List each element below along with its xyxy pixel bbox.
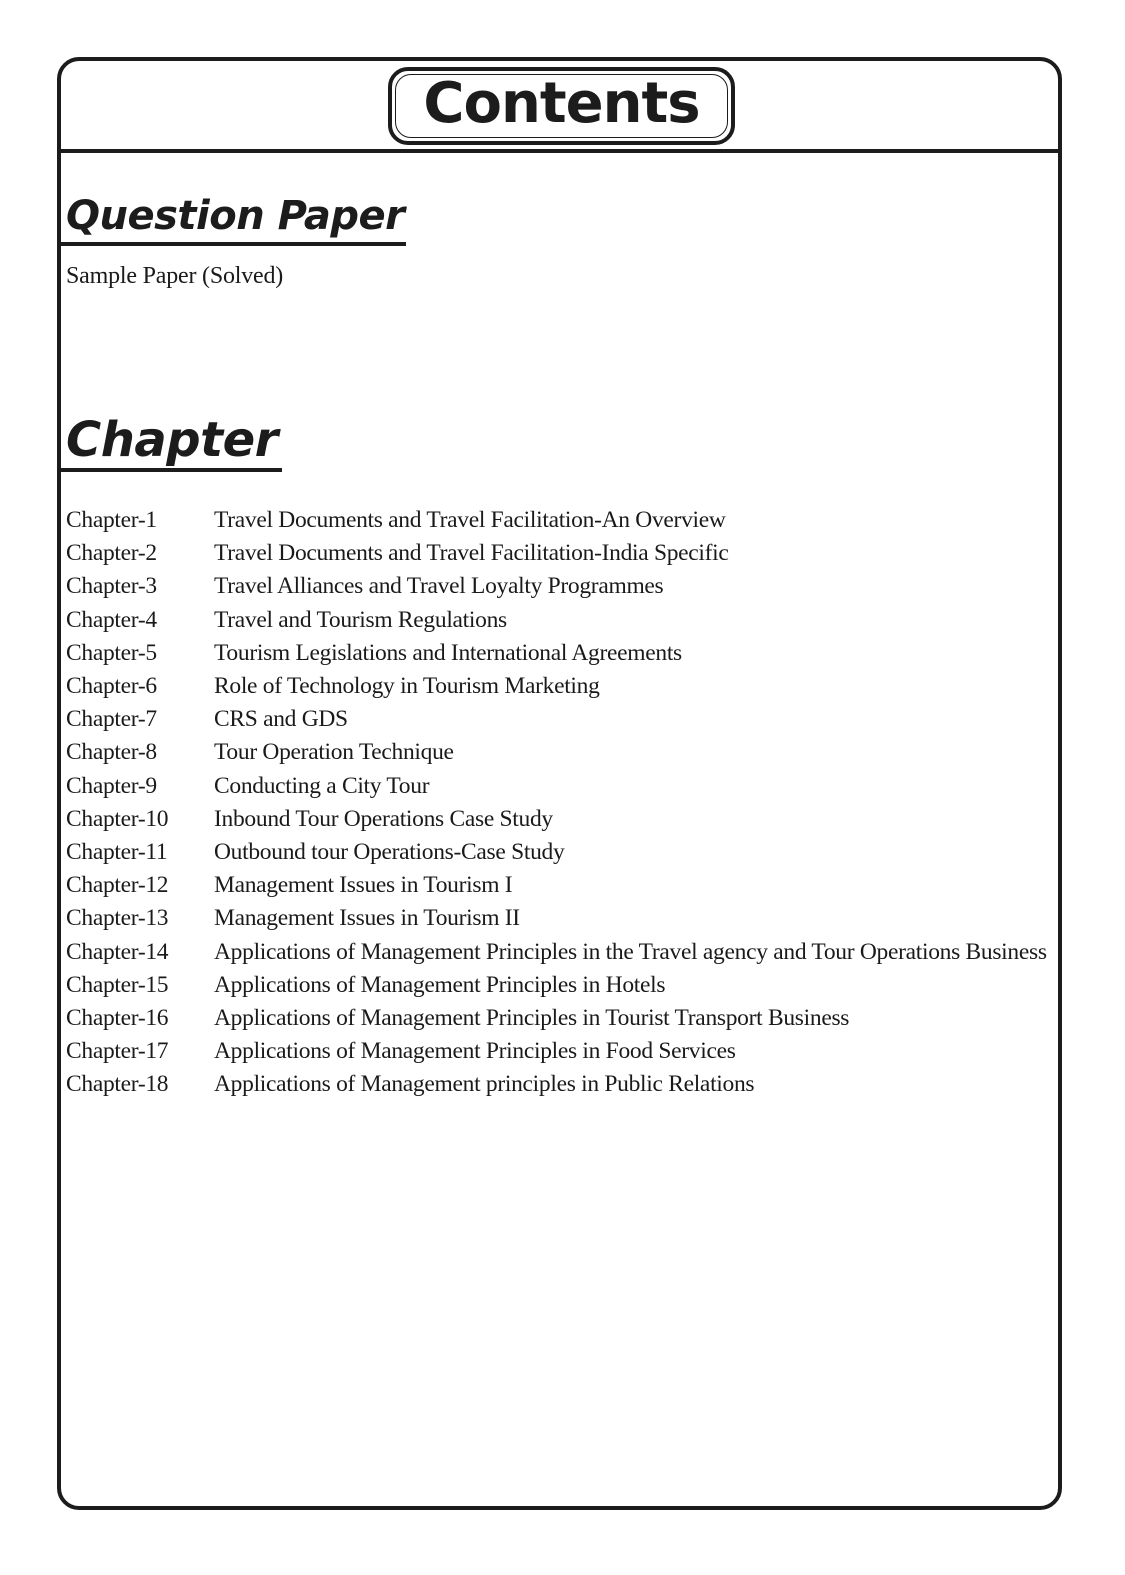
header-divider [59, 149, 1060, 153]
chapter-number: Chapter-5 [66, 639, 157, 666]
chapter-title: Role of Technology in Tourism Marketing [214, 673, 600, 700]
chapter-row[interactable] [66, 1002, 1056, 1035]
chapter-title: Travel Alliances and Travel Loyalty Programmes [214, 573, 664, 600]
chapter-underline [61, 468, 282, 472]
page-title: Contents [423, 71, 700, 136]
chapter-row[interactable] [66, 803, 1056, 836]
chapter-title: Applications of Management Principles in Hotels [214, 971, 666, 998]
chapter-number: Chapter-15 [66, 971, 169, 998]
title-box [388, 67, 735, 145]
chapter-title: Management Issues in Tourism I [214, 872, 513, 899]
chapter-row[interactable] [66, 902, 1056, 935]
chapter-title: Applications of Management Principles in Food Services [214, 1038, 736, 1065]
chapter-title: Applications of Management principles in Public Relations [214, 1071, 755, 1098]
chapter-row[interactable] [66, 736, 1056, 769]
chapter-row[interactable] [66, 537, 1056, 570]
chapter-number: Chapter-17 [66, 1038, 169, 1065]
chapter-title: Outbound tour Operations-Case Study [214, 839, 565, 866]
chapter-number: Chapter-10 [66, 805, 169, 832]
chapter-row[interactable] [66, 1068, 1056, 1101]
chapter-title: Inbound Tour Operations Case Study [214, 805, 553, 832]
chapter-number: Chapter-2 [66, 540, 157, 567]
chapter-title: Travel and Tourism Regulations [214, 606, 507, 633]
chapter-number: Chapter-12 [66, 872, 169, 899]
chapter-number: Chapter-16 [66, 1005, 169, 1032]
chapter-number: Chapter-7 [66, 706, 157, 733]
chapter-number: Chapter-6 [66, 673, 157, 700]
chapter-title: CRS and GDS [214, 706, 348, 733]
chapter-number: Chapter-18 [66, 1071, 169, 1098]
chapter-number: Chapter-9 [66, 772, 157, 799]
chapter-title: Applications of Management Principles in the Travel agency and Tour Operations Business [214, 938, 1047, 965]
chapter-title: Travel Documents and Travel Facilitation-An Overview [214, 507, 726, 533]
chapter-title: Management Issues in Tourism II [214, 905, 520, 932]
question-paper-heading: Question Paper [66, 193, 405, 239]
chapter-list [66, 504, 1056, 1102]
chapter-title: Conducting a City Tour [214, 772, 430, 799]
question-paper-item[interactable]: Sample Paper (Solved) [66, 263, 284, 289]
chapter-row[interactable] [66, 869, 1056, 902]
chapter-number: Chapter-11 [66, 839, 168, 866]
chapter-row[interactable] [66, 570, 1056, 603]
chapter-number: Chapter-13 [66, 905, 169, 932]
chapter-row[interactable] [66, 637, 1056, 670]
chapter-row[interactable] [66, 1035, 1056, 1068]
chapter-number: Chapter-1 [66, 507, 157, 533]
chapter-title: Tour Operation Technique [214, 739, 454, 766]
chapter-row[interactable] [66, 670, 1056, 703]
question-paper-underline [61, 242, 406, 246]
chapter-row[interactable] [66, 969, 1056, 1002]
chapter-title: Applications of Management Principles in Tourist Transport Business [214, 1005, 850, 1032]
chapter-heading: Chapter [66, 412, 278, 468]
chapter-row[interactable] [66, 770, 1056, 803]
chapter-title: Tourism Legislations and International Agreements [214, 639, 682, 666]
chapter-title: Travel Documents and Travel Facilitation-India Specific [214, 540, 729, 567]
chapter-number: Chapter-14 [66, 938, 169, 965]
chapter-number: Chapter-4 [66, 606, 157, 633]
chapter-row[interactable] [66, 936, 1056, 969]
chapter-number: Chapter-8 [66, 739, 157, 766]
chapter-row[interactable] [66, 604, 1056, 637]
chapter-number: Chapter-3 [66, 573, 157, 600]
chapter-row[interactable] [66, 504, 1056, 537]
chapter-row[interactable] [66, 836, 1056, 869]
chapter-row[interactable] [66, 703, 1056, 736]
